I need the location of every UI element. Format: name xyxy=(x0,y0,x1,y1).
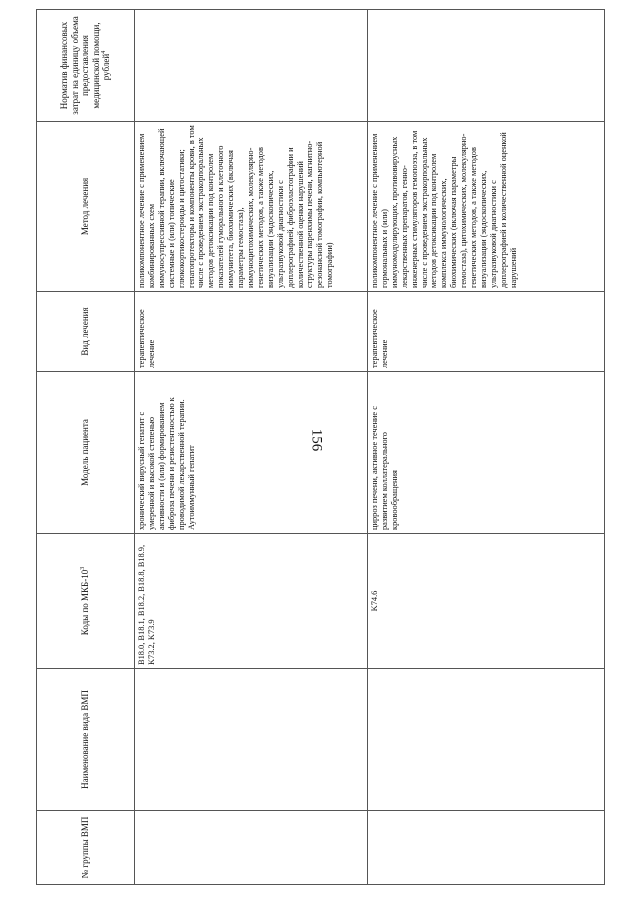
cell-model: хронический вирусный гепатит с умеренной и высокой степенью активности и (или) формированием фиброза печени и резистентностью к проводимой лекарственной терапии. Аутоиммунный гепатит xyxy=(135,372,368,534)
cell-method: поликомпонентное лечение с применением комбинированных схем иммуносупрессивной терапии, включающей системные и (или) топические глюкокортикостероиды и цитостатики; гепатопротекторы и компоненты крови, в том числе с проведением экстракорпоральных методов детоксикации под контролем показателей гуморального и клеточного иммунитета, биохимических (включая параметры гемостаза), иммуноцитохимических, молекулярно-генетических методов, а также методов визуализации (эндоскопических, ультразвуковой диагностики с доплерографией, фиброэластографии и количественной оценки нарушений структуры паренхимы печени, магнитно-резонансной томографии, компьютерной томографии) xyxy=(135,122,368,292)
vmp-table xyxy=(36,9,605,885)
cell-model: цирроз печени, активное течение с развитием коллатерального кровообращения xyxy=(368,372,605,534)
cell-treatment-type: терапевтическое лечение xyxy=(135,292,368,372)
cell-group xyxy=(135,811,368,885)
table-row xyxy=(135,10,368,885)
cell-name xyxy=(368,669,605,811)
header-treatment-type: Вид лечения xyxy=(37,292,135,372)
header-group: № группы ВМП xyxy=(37,811,135,885)
cell-norm xyxy=(368,10,605,122)
cell-name xyxy=(135,669,368,811)
page-number: 156 xyxy=(308,428,325,452)
rotated-table-container xyxy=(36,10,604,885)
table-header-row xyxy=(37,10,135,885)
cell-codes: B18.0, B18.1, B18.2, B18.8, B18.9, K73.2, K73.9 xyxy=(135,534,368,669)
cell-method: поликомпонентное лечение с применением гормональных и (или) иммуномодулирующих, противовирусных лекарственных препаратов, генно-инженерных стимуляторов гемопоэза, в том числе с проведением экстракорпоральных методов детоксикации под контролем комплекса иммунологических, биохимических (включая параметры гемостаза), цитохимических, молекулярно-генетических методов, а также методов визуализации (эндоскопических, ультразвуковой диагностики с доплерографией и количественной оценкой нарушений xyxy=(368,122,605,292)
header-model: Модель пациента xyxy=(37,372,135,534)
cell-group xyxy=(368,811,605,885)
table-row xyxy=(368,10,605,885)
cell-codes: K74.6 xyxy=(368,534,605,669)
cell-treatment-type: терапевтическое лечение xyxy=(368,292,605,372)
header-codes: Коды по МКБ-$10^3$ xyxy=(37,534,135,669)
cell-norm xyxy=(135,10,368,122)
header-name: Наименование вида ВМП xyxy=(37,669,135,811)
header-method: Метод лечения xyxy=(37,122,135,292)
header-norm: Норматив финансовых затрат на единицу объема предоставления медицинской помощи, рублей$^4$ xyxy=(37,10,135,122)
